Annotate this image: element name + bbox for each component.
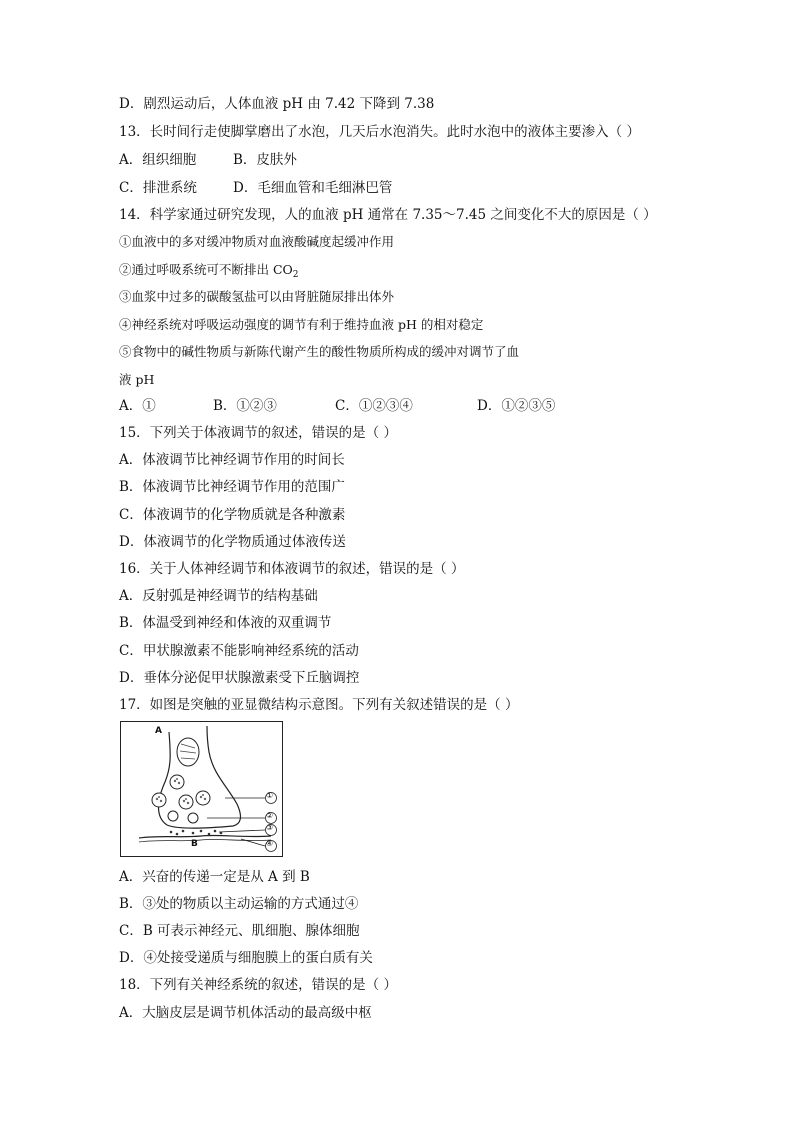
neurotransmitter-molecules xyxy=(170,830,223,836)
q16-option-c: C．甲状腺激素不能影响神经系统的活动 xyxy=(119,643,359,659)
q13-option-b: B．皮肤外 xyxy=(233,152,297,168)
q15-option-c: C．体液调节的化学物质就是各种激素 xyxy=(119,507,346,523)
label-b: B xyxy=(191,839,198,849)
marker-4: ④ xyxy=(266,839,274,848)
label-a: A xyxy=(155,726,162,736)
q17-option-d: D．④处接受递质与细胞膜上的蛋白质有关 xyxy=(119,950,373,966)
q17-option-b: B．③处的物质以主动运输的方式通过④ xyxy=(119,896,359,912)
synapse-diagram xyxy=(120,721,283,857)
postsynaptic-membrane xyxy=(139,835,271,838)
q13-option-a: A．组织细胞 xyxy=(119,152,197,168)
synapse-drawing xyxy=(121,722,282,856)
q14-option-a: A．① xyxy=(119,398,156,414)
question-13: 13．长时间行走使脚掌磨出了水泡，几天后水泡消失。此时水泡中的液体主要渗入（ ） xyxy=(119,124,640,140)
question-17: 17．如图是突触的亚显微结构示意图。下列有关叙述错误的是（ ） xyxy=(119,697,519,713)
q14-statement-1: ①血液中的多对缓冲物质对血液酸碱度起缓冲作用 xyxy=(119,234,395,249)
q16-option-b: B．体温受到神经和体液的双重调节 xyxy=(119,615,332,631)
q13-option-c: C．排泄系统 xyxy=(119,180,197,196)
q14-statement-3: ③血浆中过多的碳酸氢盐可以由肾脏随尿排出体外 xyxy=(119,289,395,304)
question-18: 18．下列有关神经系统的叙述，错误的是（ ） xyxy=(119,977,397,993)
q14-statement-2-subscript: 2 xyxy=(292,270,299,280)
q14-statement-2-text: ②通过呼吸系统可不断排出 CO xyxy=(119,262,293,277)
question-16: 16．关于人体神经调节和体液调节的叙述，错误的是（ ） xyxy=(119,561,465,577)
marker-2: ② xyxy=(266,811,274,820)
q14-statement-5-cont: 液 pH xyxy=(119,372,155,387)
q14-statement-2 xyxy=(119,261,299,279)
q17-option-c: C．B 可表示神经元、肌细胞、腺体细胞 xyxy=(119,923,360,939)
q12-option-d: D．剧烈运动后，人体血液 pH 由 7.42 下降到 7.38 xyxy=(119,96,435,112)
q15-option-d: D．体液调节的化学物质通过体液传送 xyxy=(119,534,346,550)
leader-lines xyxy=(207,798,265,846)
question-15: 15．下列关于体液调节的叙述，错误的是（ ） xyxy=(119,425,397,441)
q14-statement-5: ⑤食物中的碱性物质与新陈代谢产生的酸性物质所构成的缓冲对调节了血 xyxy=(119,344,520,359)
q18-option-a: A．大脑皮层是调节机体活动的最高级中枢 xyxy=(119,1005,372,1021)
marker-1: ① xyxy=(266,791,274,800)
q14-option-d: D．①②③⑤ xyxy=(477,398,556,414)
q16-option-d: D．垂体分泌促甲状腺激素受下丘脑调控 xyxy=(119,670,360,686)
q14-option-b: B．①②③ xyxy=(213,398,277,414)
marker-3: ③ xyxy=(266,823,274,832)
question-14: 14．科学家通过研究发现，人的血液 pH 通常在 7.35～7.45 之间变化不大的原因是（ ） xyxy=(119,207,657,223)
q15-option-b: B．体液调节比神经调节作用的范围广 xyxy=(119,479,345,495)
synaptic-vesicles xyxy=(152,775,210,823)
q16-option-a: A．反射弧是神经调节的结构基础 xyxy=(119,588,318,604)
q17-option-a: A．兴奋的传递一定是从 A 到 B xyxy=(119,869,310,885)
q14-statement-4: ④神经系统对呼吸运动强度的调节有利于维持血液 pH 的相对稳定 xyxy=(119,317,484,332)
q13-option-d: D．毛细血管和毛细淋巴管 xyxy=(233,180,393,196)
q15-option-a: A．体液调节比神经调节作用的时间长 xyxy=(119,452,345,468)
q14-option-c: C．①②③④ xyxy=(335,398,413,414)
